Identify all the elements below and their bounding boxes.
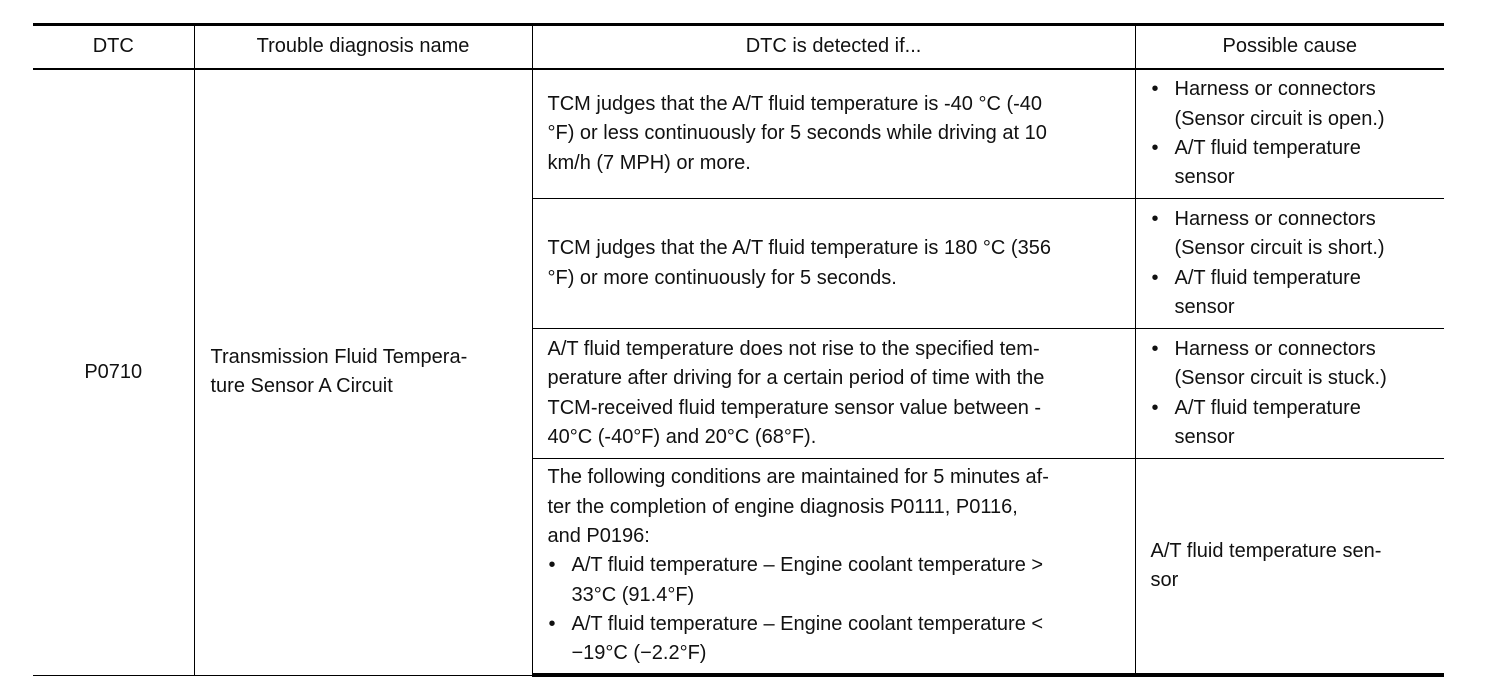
condition-line: °F) or more continuously for 5 seconds. [547, 266, 897, 289]
cause-line: Harness or connectors [1174, 207, 1376, 230]
cause-line: sensor [1174, 295, 1235, 318]
header-dtc: DTC [33, 25, 194, 70]
cause-item [1151, 394, 1439, 453]
condition-line: A/T fluid temperature does not rise to the specified tem- [547, 337, 1040, 360]
detection-condition [532, 459, 1135, 676]
cause-item [1151, 205, 1439, 264]
condition-bullet-line: 33°C (91.4°F) [571, 583, 695, 606]
header-possible-cause: Possible cause [1135, 25, 1444, 70]
cause-line: sensor [1174, 166, 1235, 189]
possible-cause [1135, 199, 1444, 329]
condition-bullet-line: −19°C (−2.2°F) [571, 642, 707, 665]
cause-line: sensor [1174, 425, 1235, 448]
header-row [33, 25, 1444, 70]
cause-item [1151, 335, 1439, 394]
detection-condition [532, 199, 1135, 329]
dtc-code: P0710 [33, 69, 194, 675]
dtc-table [33, 23, 1444, 677]
condition-line: TCM judges that the A/T fluid temperature is -40 °C (-40 [547, 93, 1043, 116]
cause-list [1151, 335, 1439, 452]
condition-line: °F) or less continuously for 5 seconds while driving at 10 [547, 122, 1047, 145]
condition-bullet [548, 551, 1123, 610]
condition-bullet-line: A/T fluid temperature – Engine coolant temperature < [571, 612, 1044, 635]
cause-item [1151, 264, 1439, 323]
possible-cause [1135, 69, 1444, 199]
condition-bullet-list [548, 551, 1123, 668]
cause-item [1151, 75, 1439, 134]
header-trouble-diagnosis-name: Trouble diagnosis name [194, 25, 532, 70]
condition-line: 40°C (-40°F) and 20°C (68°F). [547, 425, 817, 448]
cause-line: Harness or connectors [1174, 78, 1376, 101]
cause-line: (Sensor circuit is stuck.) [1174, 367, 1387, 390]
condition-line: km/h (7 MPH) or more. [547, 151, 751, 174]
cause-line: A/T fluid temperature [1174, 396, 1361, 419]
cause-line: A/T fluid temperature [1174, 266, 1361, 289]
cause-item [1151, 134, 1439, 193]
cause-list [1151, 75, 1439, 192]
cause-line: A/T fluid temperature sen- [1150, 539, 1382, 562]
table-row [33, 69, 1444, 199]
condition-line: TCM judges that the A/T fluid temperature is 180 °C (356 [547, 237, 1051, 260]
cause-line: Harness or connectors [1174, 337, 1376, 360]
possible-cause [1135, 329, 1444, 459]
name-line: ture Sensor A Circuit [210, 375, 393, 398]
condition-line: The following conditions are maintained for 5 minutes af- [547, 466, 1049, 489]
name-line: Transmission Fluid Tempera- [210, 345, 468, 368]
condition-line: perature after driving for a certain period of time with the [547, 367, 1045, 390]
cause-line: sor [1150, 569, 1179, 591]
cause-line: (Sensor circuit is short.) [1174, 237, 1385, 260]
condition-bullet [548, 610, 1123, 669]
cause-line: A/T fluid temperature [1174, 137, 1361, 159]
possible-cause [1135, 459, 1444, 676]
condition-line: TCM-received fluid temperature sensor value between - [547, 396, 1042, 419]
detection-condition [532, 69, 1135, 199]
condition-line: and P0196: [547, 525, 650, 548]
condition-line: ter the completion of engine diagnosis P0111, P0116, [547, 495, 1018, 518]
header-dtc-detected-if: DTC is detected if... [532, 25, 1135, 70]
trouble-diagnosis-name [194, 69, 532, 675]
condition-bullet-line: A/T fluid temperature – Engine coolant temperature > [571, 554, 1044, 577]
cause-list [1151, 205, 1439, 322]
detection-condition [532, 329, 1135, 459]
cause-line: (Sensor circuit is open.) [1174, 107, 1385, 130]
